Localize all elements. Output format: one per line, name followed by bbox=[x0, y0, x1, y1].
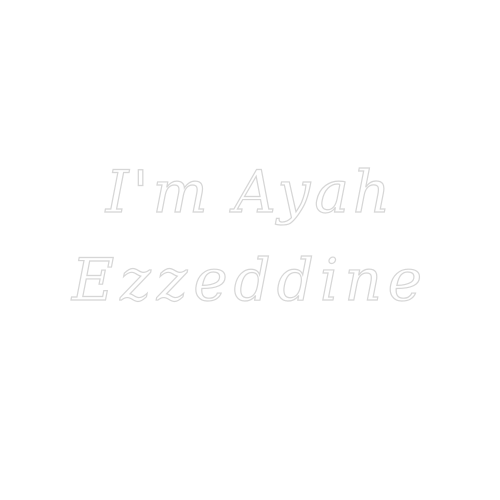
greeting-line-name: Ezzeddine bbox=[71, 246, 429, 314]
greeting-line-intro: I'm Ayah bbox=[105, 158, 395, 226]
